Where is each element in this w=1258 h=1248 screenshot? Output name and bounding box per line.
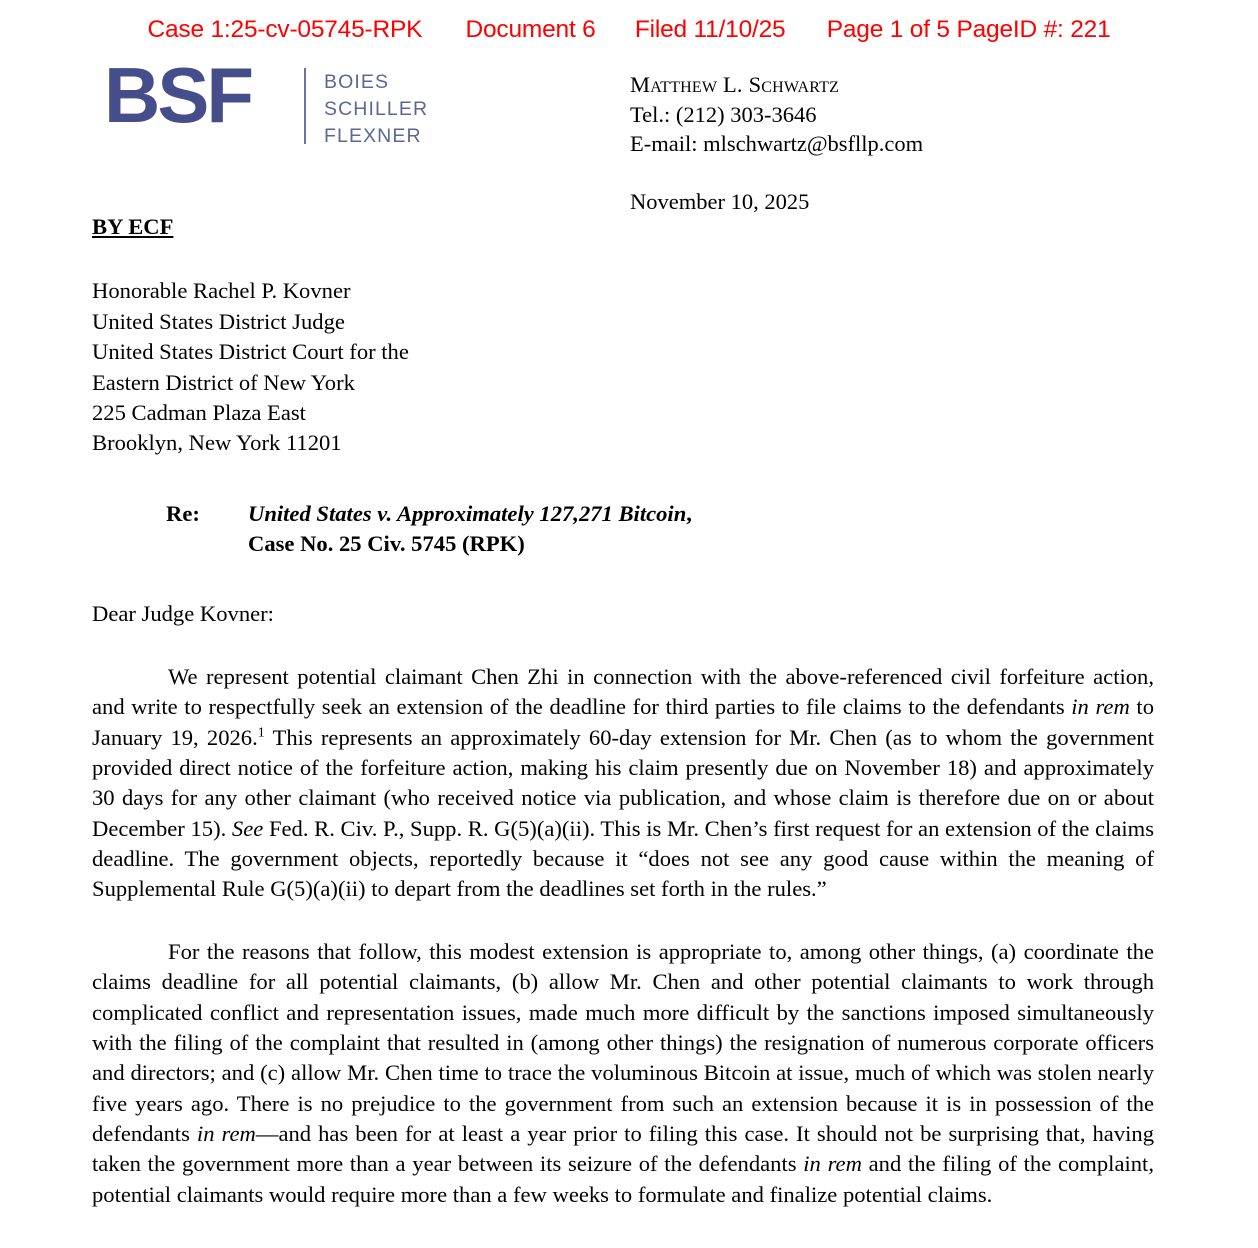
p1-segment-3: This represents an approximately 60-day extension for Mr. Chen (as to whom the government provided direct notice of the forfeiture action, making his claim presently due on November 18) and approximately 30 days for any other claimant (who received notice via publication, and whose claim is therefore due on or about December 15). bbox=[92, 724, 1155, 841]
p2-segment-3: and the filing of the complaint, potential claimants would require more than a few weeks to formulate and finalize potential claims. bbox=[92, 1151, 1154, 1207]
re-content bbox=[248, 499, 692, 560]
case-caption-comma: , bbox=[686, 500, 692, 526]
attorney-contact-block bbox=[630, 70, 923, 217]
p1-segment-1: We represent potential claimant Chen Zhi in connection with the above-referenced civil forfeiture action, and write to respectfully seek an extension of the deadline for third parties to file claims to the defendants bbox=[92, 663, 1154, 720]
case-number: Case No. 25 Civ. 5745 (RPK) bbox=[248, 531, 525, 556]
re-label: Re: bbox=[166, 500, 200, 526]
attorney-email: E-mail: mlschwartz@bsfllp.com bbox=[630, 131, 924, 157]
case-caption: United States v. Approximately 127,271 Bitcoin bbox=[248, 500, 687, 526]
stamp-filed-date: Filed 11/10/25 bbox=[634, 16, 786, 43]
recipient-line: Brooklyn, New York 11201 bbox=[92, 430, 342, 456]
bsf-logomark-icon bbox=[104, 51, 296, 139]
firm-name-wordmark bbox=[324, 69, 428, 150]
letter-date: November 10, 2025 bbox=[630, 189, 810, 215]
recipient-line: United States District Judge bbox=[92, 308, 345, 334]
delivery-method-label: BY ECF bbox=[92, 214, 174, 239]
p2-italic-in-rem-1: in rem bbox=[196, 1121, 256, 1146]
p1-segment-2: to January 19, 2026. bbox=[92, 694, 1154, 750]
attorney-name: Matthew L. Schwartz bbox=[630, 72, 840, 97]
firm-name-line-3: FLEXNER bbox=[324, 124, 422, 147]
body-paragraph-1 bbox=[92, 662, 1154, 905]
stamp-document-number: Document 6 bbox=[465, 16, 596, 43]
letter-body bbox=[92, 212, 1154, 1233]
logo-divider bbox=[304, 68, 306, 144]
p2-segment-2: —and has been for at least a year prior to filing this case. It should not be surprising that, having taken the government more than a year between its seizure of the defendants bbox=[92, 1121, 1155, 1177]
recipient-line: Eastern District of New York bbox=[92, 369, 355, 395]
p1-italic-in-rem-1: in rem bbox=[1071, 694, 1130, 720]
case-caption-line bbox=[248, 499, 692, 529]
recipient-address-block bbox=[92, 276, 1154, 458]
firm-name-line-2: SCHILLER bbox=[324, 97, 429, 120]
re-line bbox=[166, 499, 1154, 560]
bsf-logo bbox=[104, 51, 429, 150]
bsf-logomark-text: BSF bbox=[104, 51, 251, 139]
firm-name-line-1: BOIES bbox=[324, 71, 390, 93]
recipient-line: 225 Cadman Plaza East bbox=[92, 399, 306, 425]
body-paragraph-2 bbox=[92, 937, 1154, 1210]
ecf-header-stamp bbox=[0, 16, 1258, 44]
footnote-reference-1[interactable]: 1 bbox=[257, 724, 265, 740]
stamp-page-id: Page 1 of 5 PageID #: 221 bbox=[826, 16, 1111, 43]
attorney-telephone: Tel.: (212) 303-3646 bbox=[630, 101, 817, 127]
recipient-line: United States District Court for the bbox=[92, 339, 409, 365]
p2-italic-in-rem-2: in rem bbox=[803, 1151, 862, 1177]
letterhead bbox=[0, 51, 1258, 222]
p1-segment-4: Fed. R. Civ. P., Supp. R. G(5)(a)(ii). This is Mr. Chen’s first request for an extension of the claims deadline. The government objects, reportedly because it “does not see any good cause within the meaning of Supplemental Rule G(5)(a)(ii) to depart from the deadlines set forth in the rules.” bbox=[92, 815, 1154, 902]
recipient-line: Honorable Rachel P. Kovner bbox=[92, 278, 351, 304]
stamp-case-number: Case 1:25-cv-05745-RPK bbox=[147, 16, 423, 43]
p1-italic-see: See bbox=[231, 815, 264, 841]
salutation: Dear Judge Kovner: bbox=[92, 601, 274, 627]
p2-segment-1: For the reasons that follow, this modest extension is appropriate to, among other things, (a) coordinate the claims deadline for all potential claimants, (b) allow Mr. Chen and other potential claimants to work through complicated conflict and representation issues, made much more difficult by the sanctions imposed simultaneously with the filing of the complaint that resulted in (among other things) the resignation of numerous corporate officers and directors; and (c) allow Mr. Chen time to trace the voluminous Bitcoin at issue, much of which was stolen nearly five years ago. There is no prejudice to the government from such an extension because it is in possession of the defendants bbox=[92, 938, 1154, 1146]
